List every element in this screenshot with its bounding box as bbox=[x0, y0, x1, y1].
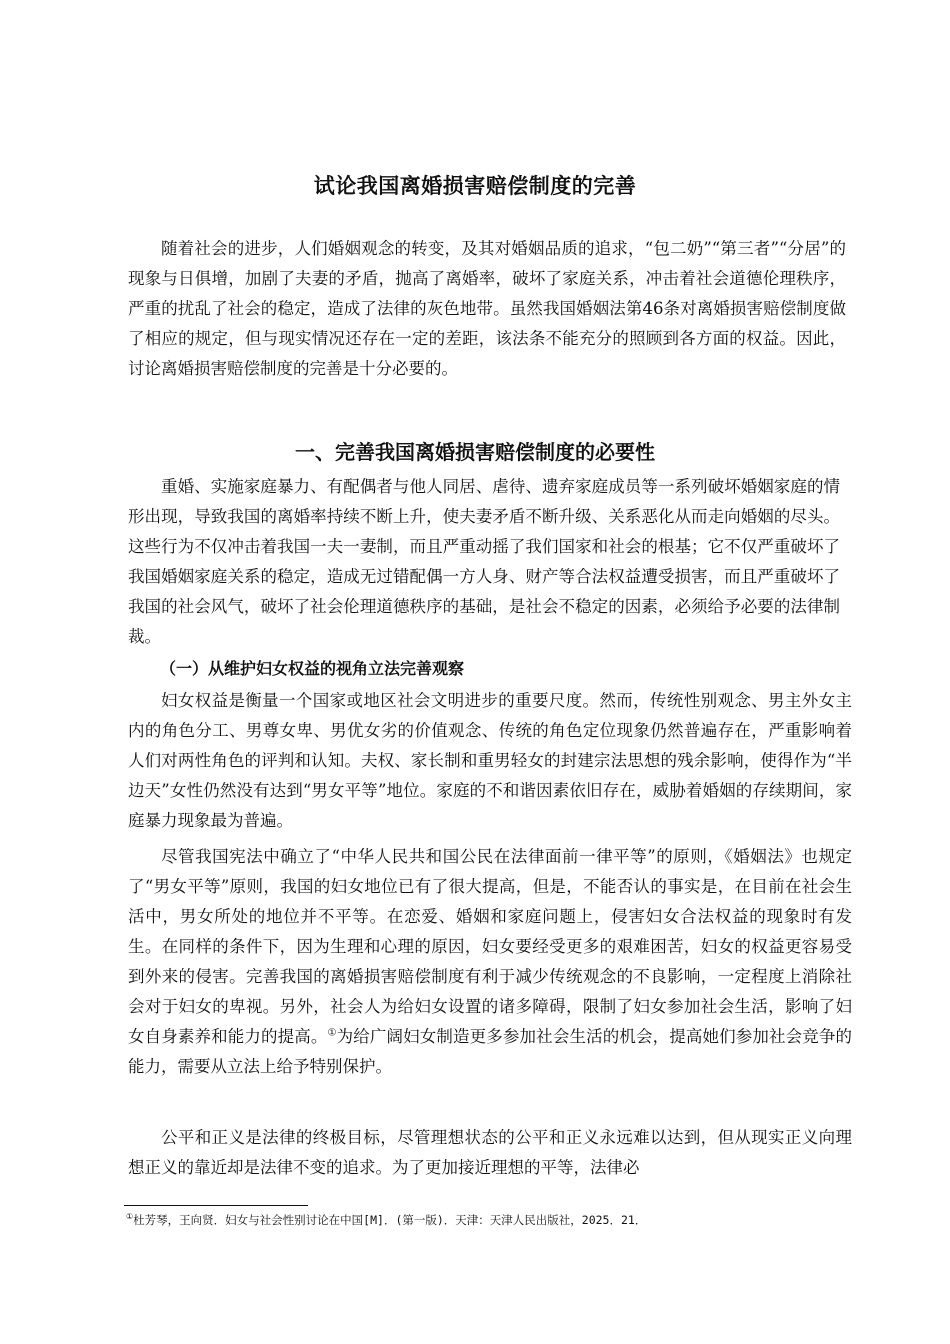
paragraph-text: 为给广阔妇女制造更多参加社会生活的机会，提高她们参加社会竞争的能力，需要从立法上给予特别保护。 bbox=[128, 1027, 852, 1076]
footnote-marker: ① bbox=[126, 1212, 134, 1222]
intro-paragraph: 随着社会的进步，人们婚姻观念的转变，及其对婚姻品质的追求，“包二奶”“第三者”“分居”的现象与日俱增，加剧了夫妻的矛盾，抛高了离婚率，破坏了家庭关系，冲击着社会道德伦理秩序，严重的扰乱了社会的稳定，造成了法律的灰色地带。虽然我国婚姻法第46条对离婚损害赔偿制度做了相应的规定，但与现实情况还存在一定的差距，该法条不能充分的照顾到各方面的权益。因此，讨论离婚损害赔偿制度的完善是十分必要的。 bbox=[128, 239, 846, 378]
footnote-text: 杜芳琴，王向贤．妇女与社会性别讨论在中国[M]．(第一版)．天津：天津人民出版社，2025．21． bbox=[133, 1213, 647, 1227]
subsection-paragraph-1: 妇女权益是衡量一个国家或地区社会文明进步的重要尺度。然而，传统性别观念、男主外女主内的角色分工、男尊女卑、男优女劣的价值观念、传统的角色定位现象仍然普遍存在，严重影响着人们对两性角色的评判和认知。夫权、家长制和重男轻女的封建宗法思想的残余影响，使得作为“半边天”女性仍然没有达到“男女平等”地位。家庭的不和谐因素依旧存在，威胁着婚姻的存续期间，家庭暴力现象最为普遍。 bbox=[128, 691, 852, 830]
subsection-paragraph-2 bbox=[128, 842, 852, 1082]
section-paragraph: 重婚、实施家庭暴力、有配偶者与他人同居、虐待、遗弃家庭成员等一系列破坏婚姻家庭的情形出现，导致我国的离婚率持续不断上升，使夫妻矛盾不断升级、关系恶化从而走向婚姻的尽头。这些行为不仅冲击着我国一夫一妻制，而且严重动摇了我们国家和社会的根基；它不仅严重破坏了我国婚姻家庭关系的稳定，造成无过错配偶一方人身、财产等合法权益遭受损害，而且严重破坏了我国的社会风气，破坏了社会伦理道德秩序的基础，是社会不稳定的因素，必须给予必要的法律制裁。 bbox=[128, 477, 840, 646]
paragraph-text: 尽管我国宪法中确立了“中华人民共和国公民在法律面前一律平等”的原则，《婚姻法》也规定了“男女平等”原则，我国的妇女地位已有了很大提高，但是，不能否认的事实是，在目前在社会生活中，男女所处的地位并不平等。在恋爱、婚姻和家庭问题上，侵害妇女合法权益的现象时有发生。在同样的条件下，因为生理和心理的原因，妇女要经受更多的艰难困苦，妇女的权益更容易受到外来的侵害。完善我国的离婚损害赔偿制度有利于减少传统观念的不良影响，一定程度上消除社会对于妇女的卑视。另外，社会人为给妇女设置的诸多障碍，限制了妇女参加社会生活，影响了妇女自身素养和能力的提高。 bbox=[128, 847, 852, 1046]
footnote-divider bbox=[124, 1205, 308, 1206]
footnote bbox=[126, 1212, 646, 1228]
subsection-heading: （一）从维护妇女权益的视角立法完善观察 bbox=[160, 659, 465, 678]
subsection-paragraph-3: 公平和正义是法律的终极目标，尽管理想状态的公平和正义永远难以达到，但从现实正义向理想正义的靠近却是法律不变的追求。为了更加接近理想的平等，法律必 bbox=[128, 1128, 852, 1177]
document-title: 试论我国离婚损害赔偿制度的完善 bbox=[313, 174, 637, 198]
section-heading: 一、完善我国离婚损害赔偿制度的必要性 bbox=[295, 440, 655, 464]
footnote-reference[interactable]: ① bbox=[327, 1027, 337, 1039]
